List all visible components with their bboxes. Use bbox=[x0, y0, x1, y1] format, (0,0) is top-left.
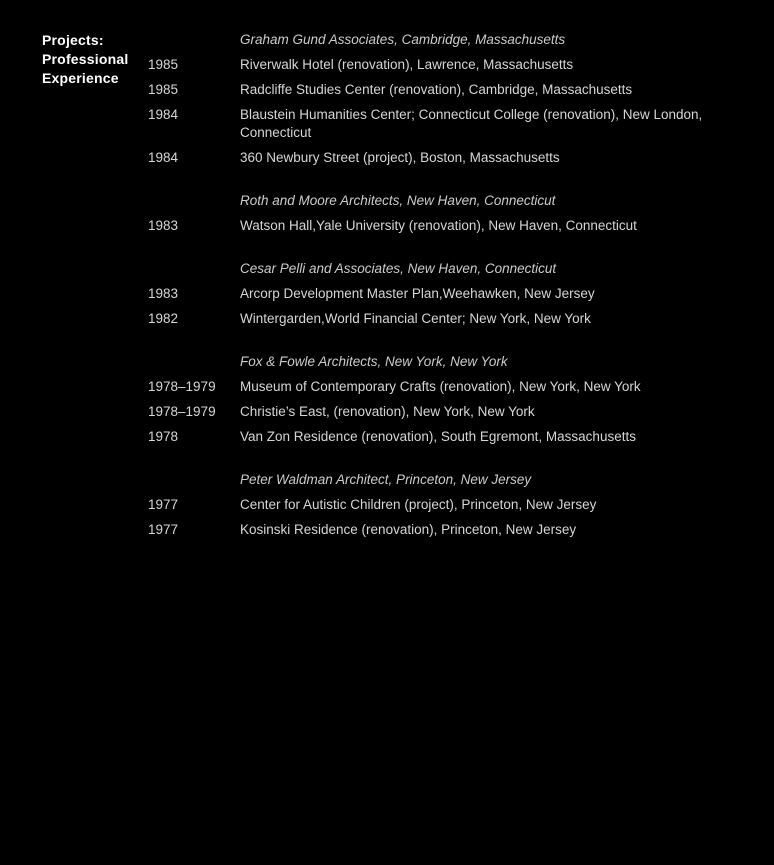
project-year: 1978–1979 bbox=[148, 404, 216, 419]
project-entry bbox=[0, 521, 774, 539]
project-year: 1983 bbox=[148, 286, 179, 301]
project-year: 1978–1979 bbox=[148, 379, 216, 394]
project-entry bbox=[0, 149, 774, 167]
page-title-line-3: Experience bbox=[42, 70, 119, 86]
project-entry bbox=[0, 81, 774, 99]
project-description: Radcliffe Studies Center (renovation), Cambridge, Massachusetts bbox=[240, 82, 633, 97]
project-description: Van Zon Residence (renovation), South Egremont, Massachusetts bbox=[240, 429, 636, 444]
project-description: Christie’s East, (renovation), New York, New York bbox=[240, 404, 535, 419]
project-year: 1984 bbox=[148, 107, 179, 122]
page-title-line-2: Professional bbox=[42, 51, 129, 67]
firm-row bbox=[0, 353, 774, 371]
project-description: Wintergarden,World Financial Center; New York, New York bbox=[240, 311, 591, 326]
project-description: Arcorp Development Master Plan,Weehawken, New Jersey bbox=[240, 286, 595, 301]
project-entry bbox=[0, 310, 774, 328]
experience-list bbox=[0, 31, 774, 564]
firm-section bbox=[0, 471, 774, 539]
project-entry bbox=[0, 403, 774, 421]
project-description: Riverwalk Hotel (renovation), Lawrence, Massachusetts bbox=[240, 57, 574, 72]
project-year: 1983 bbox=[148, 218, 179, 233]
project-description: Blaustein Humanities Center; Connecticut College (renovation), New London, Connecticut bbox=[240, 107, 703, 140]
project-entry bbox=[0, 217, 774, 235]
firm-name: Fox & Fowle Architects, New York, New York bbox=[240, 354, 508, 369]
firm-name: Cesar Pelli and Associates, New Haven, Connecticut bbox=[240, 261, 557, 276]
firm-row bbox=[0, 192, 774, 210]
firm-name: Roth and Moore Architects, New Haven, Connecticut bbox=[240, 193, 556, 208]
project-year: 1978 bbox=[148, 429, 179, 444]
project-year: 1977 bbox=[148, 497, 179, 512]
page-title-line-1: Projects: bbox=[42, 32, 104, 48]
project-description: Museum of Contemporary Crafts (renovation), New York, New York bbox=[240, 379, 641, 394]
project-entry bbox=[0, 56, 774, 74]
firm-name: Graham Gund Associates, Cambridge, Massachusetts bbox=[240, 32, 566, 47]
firm-name: Peter Waldman Architect, Princeton, New Jersey bbox=[240, 472, 532, 487]
project-description: Watson Hall,Yale University (renovation), New Haven, Connecticut bbox=[240, 218, 637, 233]
project-entry bbox=[0, 378, 774, 396]
project-year: 1985 bbox=[148, 57, 179, 72]
project-year: 1985 bbox=[148, 82, 179, 97]
firm-row bbox=[0, 260, 774, 278]
firm-row bbox=[0, 31, 774, 49]
firm-section bbox=[0, 260, 774, 328]
project-year: 1977 bbox=[148, 522, 179, 537]
project-entry bbox=[0, 496, 774, 514]
firm-section bbox=[0, 192, 774, 235]
project-description: 360 Newbury Street (project), Boston, Massachusetts bbox=[240, 150, 560, 165]
project-year: 1984 bbox=[148, 150, 179, 165]
project-year: 1982 bbox=[148, 311, 179, 326]
project-entry bbox=[0, 428, 774, 446]
project-entry bbox=[0, 106, 774, 142]
project-description: Center for Autistic Children (project), Princeton, New Jersey bbox=[240, 497, 597, 512]
firm-section bbox=[0, 353, 774, 446]
project-description: Kosinski Residence (renovation), Princeton, New Jersey bbox=[240, 522, 577, 537]
firm-row bbox=[0, 471, 774, 489]
firm-section bbox=[0, 31, 774, 167]
project-entry bbox=[0, 285, 774, 303]
